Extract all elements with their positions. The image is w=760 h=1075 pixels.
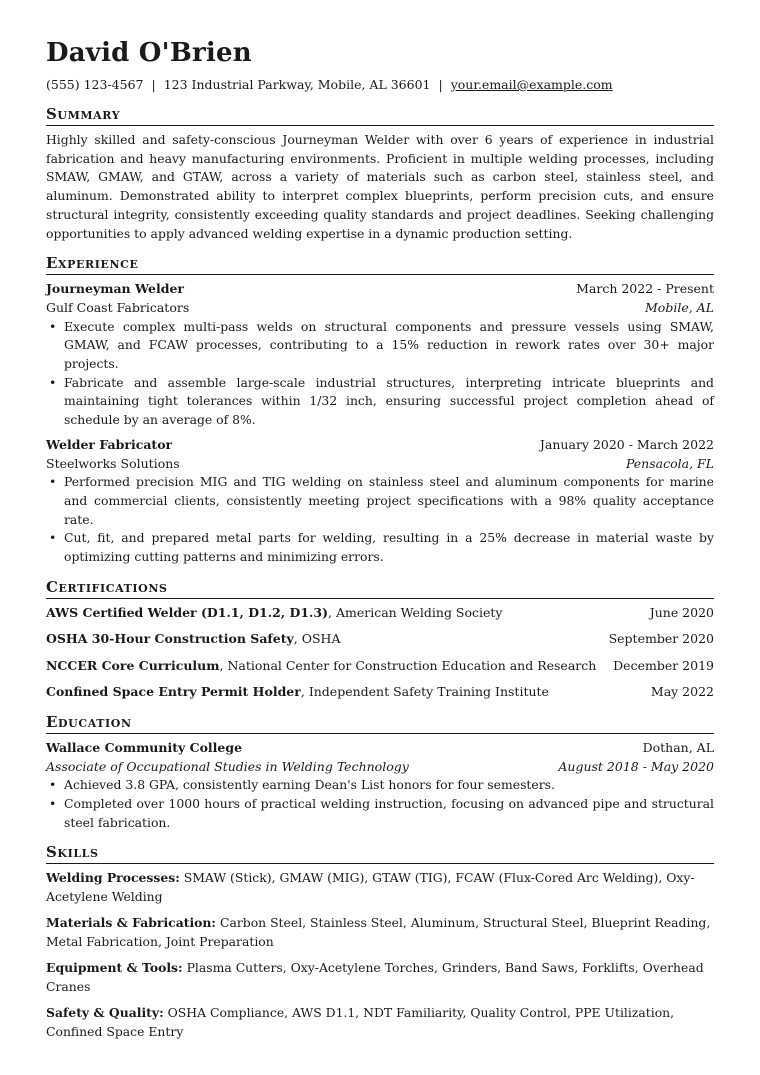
section-title-skills: Skills [46, 842, 714, 864]
skill-label: Welding Processes: [46, 870, 180, 886]
list-item: • Fabricate and assemble large-scale industrial structures, interpreting intricate blueprints and maintaining tight tolerances within 1/32 inch, ensuring successful project completion ahead of schedule by an average of 8%. [64, 374, 714, 430]
job-location: Pensacola, FL [625, 455, 714, 471]
email-link[interactable]: your.email@example.com [450, 77, 613, 92]
skill-label: Equipment & Tools: [46, 960, 183, 976]
certification-text: NCCER Core Curriculum, National Center for Construction Education and Research [46, 657, 597, 673]
education-section [46, 712, 714, 833]
skill-value: Plasma Cutters, Oxy-Acetylene Torches, Grinders, Band Saws, Forklifts, Overhead Cranes [46, 960, 704, 994]
education-header [46, 739, 714, 758]
phone-number: (555) 123-4567 [46, 77, 144, 92]
section-title-summary: Summary [46, 104, 714, 126]
certification-name: AWS Certified Welder (D1.1, D1.2, D1.3) [46, 604, 328, 620]
certification-item [46, 630, 714, 649]
job-subheader [46, 455, 714, 474]
job-header [46, 436, 714, 455]
candidate-name: David O'Brien [46, 38, 252, 68]
skill-value: SMAW (Stick), GMAW (MIG), GTAW (TIG), FCAW (Flux-Cored Arc Welding), Oxy-Acetylene Welding [46, 870, 695, 905]
job-role: Journeyman Welder [46, 281, 184, 297]
list-item: • Completed over 1000 hours of practical welding instruction, focusing on advanced pipe and structural steel fabrication. [64, 795, 714, 832]
education-subheader [46, 758, 714, 777]
certification-date: May 2022 [650, 684, 714, 700]
skill-value: OSHA Compliance, AWS D1.1, NDT Familiarity, Quality Control, PPE Utilization, Confined Space Entry [46, 1005, 675, 1039]
certification-issuer: American Welding Society [335, 604, 503, 620]
skills-section [46, 842, 714, 1041]
certification-issuer: OSHA [301, 631, 341, 647]
skill-item [46, 1004, 714, 1041]
job-company: Steelworks Solutions [46, 455, 180, 471]
certification-issuer: National Center for Construction Education and Research [227, 657, 597, 673]
certification-issuer: Independent Safety Training Institute [308, 684, 549, 700]
list-item: • Performed precision MIG and TIG welding on stainless steel and aluminum components for marine and commercial clients, consistently meeting project specifications with a 98% quality acceptance rate. [64, 473, 714, 529]
job-company: Gulf Coast Fabricators [46, 299, 190, 315]
skill-item [46, 959, 714, 996]
certification-item [46, 604, 714, 623]
section-title-education: Education [46, 712, 714, 734]
education-bullets [46, 776, 714, 832]
certification-name: NCCER Core Curriculum [46, 657, 220, 673]
address: 123 Industrial Parkway, Mobile, AL 36601 [163, 77, 431, 92]
certification-text: AWS Certified Welder (D1.1, D1.2, D1.3), American Welding Society [46, 604, 503, 620]
section-title-certifications: Certifications [46, 577, 714, 599]
contact-separator: | [151, 77, 156, 92]
certification-date: December 2019 [613, 657, 714, 673]
contact-line [46, 76, 714, 94]
job-bullets [46, 318, 714, 430]
job-role: Welder Fabricator [46, 436, 173, 452]
list-item: • Achieved 3.8 GPA, consistently earning Dean's List honors for four semesters. [64, 776, 714, 795]
summary-section [46, 104, 714, 243]
job-subheader [46, 299, 714, 318]
certification-name: OSHA 30-Hour Construction Safety [46, 631, 294, 647]
list-item: • Execute complex multi-pass welds on structural components and pressure vessels using SMAW, GMAW, and FCAW processes, contributing to a 15% reduction in rework rates over 30+ major projects. [64, 318, 714, 374]
experience-section [46, 253, 714, 567]
certification-date: June 2020 [649, 604, 714, 620]
certifications-section [46, 577, 714, 702]
job-dates: January 2020 - March 2022 [539, 436, 714, 452]
job-location: Mobile, AL [645, 299, 714, 315]
list-item: • Cut, fit, and prepared metal parts for welding, resulting in a 25% decrease in material waste by optimizing cutting patterns and minimizing errors. [64, 529, 714, 566]
job-dates: March 2022 - Present [576, 281, 714, 297]
school-name: Wallace Community College [46, 739, 243, 755]
skill-item [46, 914, 714, 951]
certification-item [46, 683, 714, 702]
contact-separator: | [438, 77, 443, 92]
summary-text: Highly skilled and safety-conscious Journeyman Welder with over 6 years of experience in industrial fabrication and heavy manufacturing environments. Proficient in multiple welding processes, including SMAW, GMAW, and GTAW, across a variety of materials such as carbon steel, stainless steel, and aluminum. Demonstrated ability to interpret complex blueprints, perform precision cuts, and ensure structural integrity, consistently exceeding quality standards and project deadlines. Seeking challenging opportunities to apply advanced welding expertise in a dynamic production setting. [46, 132, 714, 241]
skill-label: Safety & Quality: [46, 1005, 164, 1021]
job-header [46, 280, 714, 299]
certification-item [46, 657, 714, 676]
certification-date: September 2020 [608, 631, 714, 647]
certification-text: OSHA 30-Hour Construction Safety, OSHA [46, 631, 341, 647]
school-location: Dothan, AL [642, 739, 714, 755]
job-entry [46, 436, 714, 567]
degree-name: Associate of Occupational Studies in Welding Technology [46, 758, 409, 774]
skill-label: Materials & Fabrication: [46, 915, 217, 931]
education-dates: August 2018 - May 2020 [558, 758, 714, 774]
certification-name: Confined Space Entry Permit Holder [46, 684, 301, 700]
job-bullets [46, 473, 714, 567]
skill-item [46, 869, 714, 906]
section-title-experience: Experience [46, 253, 714, 275]
skill-value: Carbon Steel, Stainless Steel, Aluminum, Structural Steel, Blueprint Reading, Metal Fabrication, Joint Preparation [46, 915, 711, 950]
job-entry [46, 280, 714, 430]
certification-text: Confined Space Entry Permit Holder, Independent Safety Training Institute [46, 684, 549, 700]
